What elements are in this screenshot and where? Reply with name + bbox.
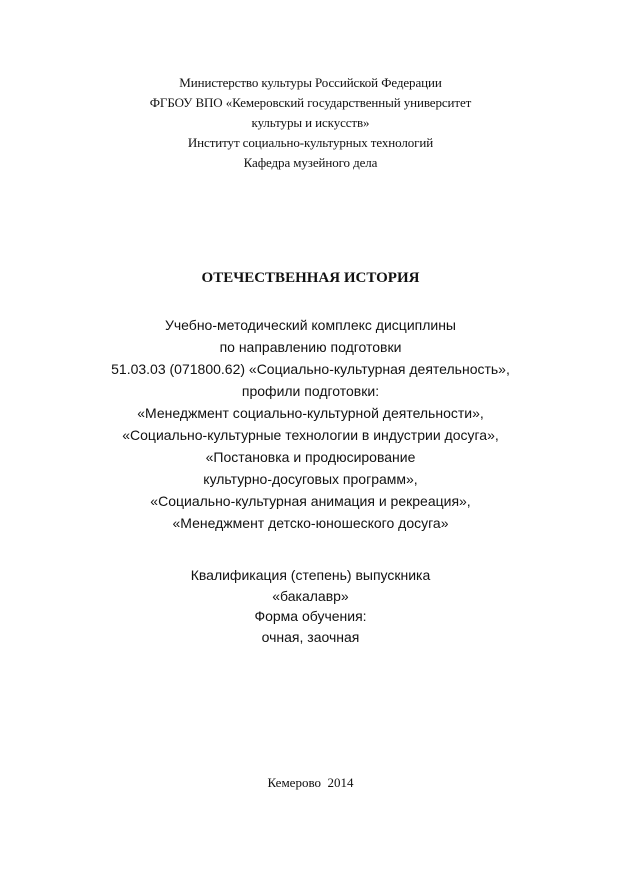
description-line: Учебно-методический комплекс дисциплины (164, 317, 456, 333)
profile-line: «Менеджмент детско-юношеского досуга» (172, 515, 449, 531)
profile-line: культурно-досуговых программ», (203, 471, 418, 487)
description-line: по направлению подготовки (219, 339, 402, 355)
department-line: Кафедра музейного дела (243, 155, 378, 170)
university-line-2: культуры и искусств» (251, 115, 370, 130)
qualification-degree: «бакалавр» (272, 587, 349, 604)
institute-line: Институт социально-культурных технологий (187, 135, 434, 150)
profile-line: «Социально-культурные технологии в индустрии досуга», (122, 427, 499, 443)
qualification-block (0, 565, 621, 647)
description-line: профили подготовки: (241, 383, 380, 399)
description-line: 51.03.03 (071800.62) «Социально-культурная деятельность», (111, 361, 510, 377)
institution-header (0, 73, 621, 173)
course-description (0, 314, 621, 534)
study-form-value: очная, заочная (261, 628, 360, 645)
profile-line: «Постановка и продюсирование (205, 449, 416, 465)
profile-line: «Социально-культурная анимация и рекреация», (150, 493, 471, 509)
university-line-1: ФГБОУ ВПО «Кемеровский государственный университет (149, 95, 472, 110)
document-title: ОТЕЧЕСТВЕННАЯ ИСТОРИЯ (201, 270, 420, 286)
footer-block (0, 774, 621, 792)
study-form-label: Форма обучения: (254, 608, 367, 624)
city-year: Кемерово 2014 (267, 775, 354, 790)
qualification-label: Квалификация (степень) выпускника (190, 567, 431, 583)
ministry-line: Министерство культуры Российской Федерации (179, 75, 442, 90)
profile-line: «Менеджмент социально-культурной деятельности», (137, 405, 484, 421)
document-title-block (0, 268, 621, 288)
